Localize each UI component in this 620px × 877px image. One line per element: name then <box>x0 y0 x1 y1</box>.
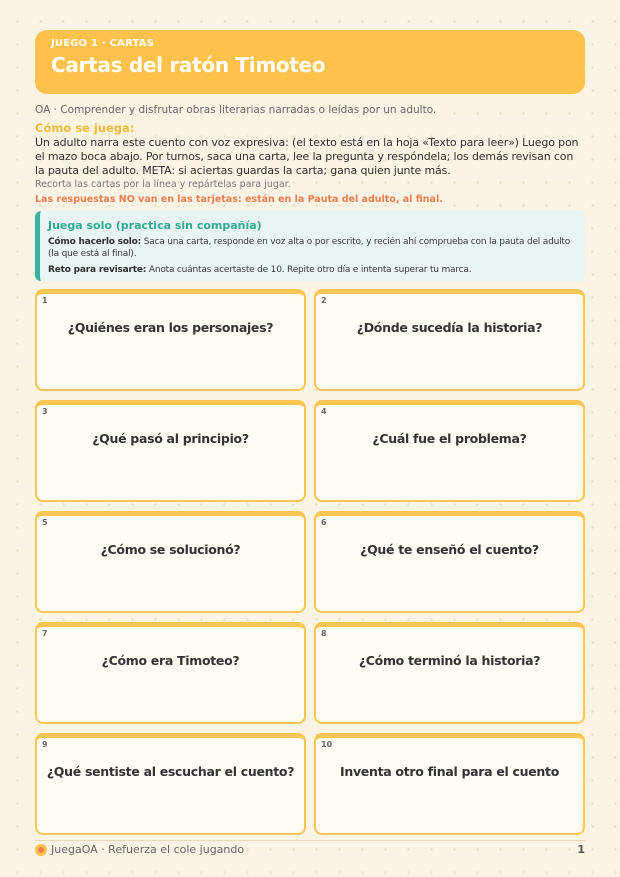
learning-objective: OA · Comprender y disfrutar obras literarias narradas o leídas por un adulto. <box>35 104 437 116</box>
cut-note: Recorta las cartas por la línea y repártelas para jugar. <box>35 179 291 190</box>
howto-heading: Cómo se juega: <box>35 121 135 135</box>
solo-challenge-text: Anota cuántas acertaste de 10. Repite otro día e intenta superar tu marca. <box>148 265 472 275</box>
solo-how-label: Cómo hacerlo solo: <box>48 237 142 247</box>
brand-logo-icon <box>35 844 47 856</box>
solo-play-box <box>35 211 585 281</box>
page-header <box>35 30 585 94</box>
card-question: ¿Dónde sucedía la historia? <box>356 320 543 335</box>
card-number: 4 <box>321 407 327 416</box>
instructions-text: Un adulto narra este cuento con voz expresiva: (el texto está en la hoja «Texto para leer») Luego pon el mazo boca abajo. Por turnos, saca una carta, lee la pregunta y respóndela; los demás revisan con la pauta del adulto. META: si aciertas guardas la carta; gana quien junte más. <box>35 136 579 177</box>
card-question: ¿Qué sentiste al escuchar el cuento? <box>46 764 295 779</box>
card-number: 1 <box>42 296 48 305</box>
card-number: 10 <box>321 740 333 749</box>
game-kicker: JUEGO 1 · CARTAS <box>51 38 155 49</box>
solo-challenge-label: Reto para revisarte: <box>48 265 147 275</box>
card-question: ¿Cuál fue el problema? <box>372 431 527 446</box>
card-number: 6 <box>321 518 327 527</box>
card-number: 7 <box>42 629 48 638</box>
card-question: ¿Quiénes eran los personajes? <box>67 320 274 335</box>
page-title: Cartas del ratón Timoteo <box>51 53 326 77</box>
solo-how <box>48 236 575 260</box>
footer-brand: JuegaOA · Refuerza el cole jugando <box>51 843 245 856</box>
footer-divider <box>35 840 585 841</box>
question-card <box>314 289 585 391</box>
question-card <box>314 511 585 613</box>
question-card <box>314 733 585 835</box>
card-question: ¿Qué pasó al principio? <box>92 431 249 446</box>
solo-title: Juega solo (practica sin compañía) <box>48 219 262 232</box>
card-question: ¿Cómo terminó la historia? <box>358 653 541 668</box>
question-card <box>314 622 585 724</box>
card-number: 3 <box>42 407 48 416</box>
card-question: ¿Cómo se solucionó? <box>100 542 241 557</box>
card-question: ¿Qué te enseñó el cuento? <box>360 542 539 557</box>
solo-challenge <box>48 264 575 276</box>
card-number: 5 <box>42 518 48 527</box>
card-number: 8 <box>321 629 327 638</box>
solo-how-text: Saca una carta, responde en voz alta o por escrito, y recién ahí comprueba con la pauta del adulto (la que está al final). <box>48 237 571 259</box>
page-number: 1 <box>577 843 585 856</box>
question-card <box>35 511 306 613</box>
card-question: Inventa otro final para el cuento <box>340 764 559 779</box>
question-card <box>35 400 306 502</box>
card-number: 2 <box>321 296 327 305</box>
question-card <box>35 733 306 835</box>
card-question: ¿Cómo era Timoteo? <box>101 653 240 668</box>
answers-warning: Las respuestas NO van en las tarjetas: están en la Pauta del adulto, al final. <box>35 194 443 205</box>
question-card <box>314 400 585 502</box>
card-number: 9 <box>42 740 48 749</box>
footer <box>35 843 244 856</box>
question-card <box>35 622 306 724</box>
question-card <box>35 289 306 391</box>
